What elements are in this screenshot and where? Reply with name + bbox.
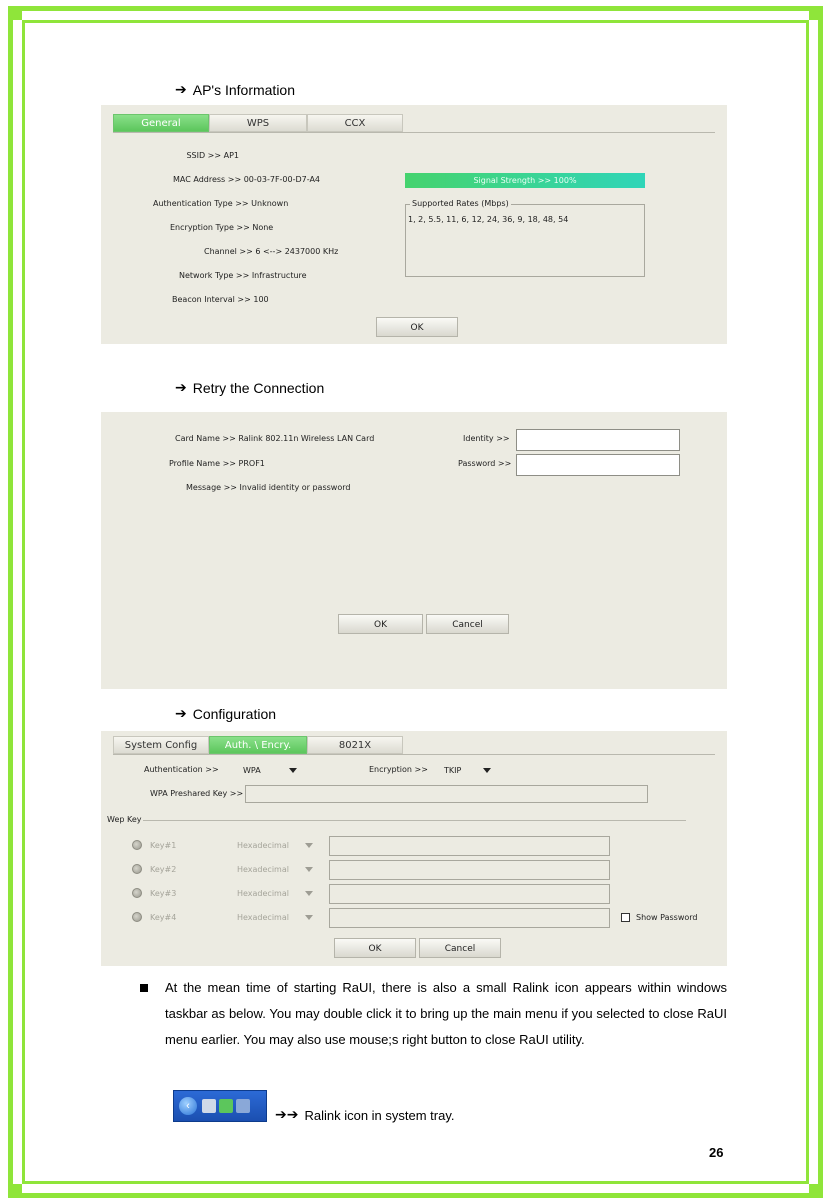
ok-button[interactable]: OK [376,317,458,337]
page-number: 26 [709,1145,724,1160]
supported-rates-box [405,199,645,277]
supported-rates-title: Supported Rates (Mbps) [412,199,509,208]
wpa-key-label: WPA Preshared Key >> [150,789,244,798]
bullet-icon [140,984,148,992]
key3-input[interactable] [329,884,610,904]
double-arrow-icon: ➔➔ [275,1107,299,1123]
password-label: Password >> [458,459,512,468]
authentication-label: Authentication >> [144,765,219,774]
config-heading [175,706,276,722]
profile-name-field: Profile Name >> PROF1 [169,459,265,468]
password-input[interactable] [516,454,680,476]
message-field: Message >> Invalid identity or password [186,483,351,492]
signal-strength-label: Signal Strength >> 100% [473,176,577,185]
retry-heading [175,380,324,396]
ok-button[interactable]: OK [334,938,416,958]
key2-format-select[interactable]: Hexadecimal [237,865,289,874]
border-corner [809,1184,823,1198]
tab-ccx[interactable]: CCX [307,114,403,132]
key2-radio[interactable] [132,864,142,874]
ok-button[interactable]: OK [338,614,423,634]
config-panel [101,731,727,966]
network-icon [236,1099,250,1113]
monitor-icon [202,1099,216,1113]
ap-info-heading [175,82,295,98]
tray-caption-text: Ralink icon in system tray. [304,1107,455,1123]
mac-address-field: MAC Address >> 00-03-7F-00-D7-A4 [173,175,321,184]
card-name-field: Card Name >> Ralink 802.11n Wireless LAN Card [175,434,375,443]
wep-key-divider [143,820,686,821]
system-tray-screenshot [173,1090,267,1122]
body-paragraph: At the mean time of starting RaUI, there is also a small Ralink icon appears within windows taskbar as below. You may double click it to bring up the main menu if you selected to close RaUI menu earlier. You may also use mouse;s right button to close RaUI utility. [165,980,727,1047]
chevron-down-icon[interactable] [289,768,297,773]
show-password-label: Show Password [636,913,698,922]
tab-wps[interactable]: WPS [209,114,307,132]
encryption-select[interactable]: TKIP [444,766,462,775]
ralink-icon [219,1099,233,1113]
beacon-interval-field: Beacon Interval >> 100 [172,295,269,304]
encryption-type-field: Encryption Type >> None [170,223,274,232]
ap-info-panel [101,105,727,344]
key3-format-select[interactable]: Hexadecimal [237,889,289,898]
key3-label: Key#3 [150,889,177,898]
arrow-icon: ➔ [175,82,187,98]
network-type-field: Network Type >> Infrastructure [179,271,307,280]
key1-radio[interactable] [132,840,142,850]
auth-type-field: Authentication Type >> Unknown [153,199,289,208]
key1-format-select[interactable]: Hexadecimal [237,841,289,850]
cancel-button[interactable]: Cancel [419,938,501,958]
key2-input[interactable] [329,860,610,880]
border-corner [8,6,22,20]
authentication-select[interactable]: WPA [243,766,261,775]
tab-divider [113,132,715,133]
ap-info-heading-text: AP's Information [192,82,296,98]
wpa-key-input[interactable] [245,785,648,803]
tray-caption [275,1107,455,1123]
key4-input[interactable] [329,908,610,928]
encryption-label: Encryption >> [369,765,428,774]
supported-rates-value: 1, 2, 5.5, 11, 6, 12, 24, 36, 9, 18, 48, 54 [408,215,569,224]
identity-label: Identity >> [463,434,510,443]
chevron-down-icon[interactable] [305,867,313,872]
ssid-field: SSID >> AP1 [186,151,239,160]
chevron-down-icon[interactable] [305,891,313,896]
key2-label: Key#2 [150,865,177,874]
key3-radio[interactable] [132,888,142,898]
key1-label: Key#1 [150,841,177,850]
key4-radio[interactable] [132,912,142,922]
retry-panel [101,412,727,689]
chevron-left-icon: ‹ [179,1097,197,1115]
show-password-checkbox[interactable] [621,913,630,922]
tab-general[interactable]: General [113,114,209,132]
key4-label: Key#4 [150,913,177,922]
border-corner [8,1184,22,1198]
signal-strength-bar [405,173,645,188]
arrow-icon: ➔ [175,706,187,722]
arrow-icon: ➔ [175,380,187,396]
cancel-button[interactable]: Cancel [426,614,509,634]
channel-field: Channel >> 6 <--> 2437000 KHz [204,247,339,256]
border-corner [809,6,823,20]
chevron-down-icon[interactable] [305,915,313,920]
key4-format-select[interactable]: Hexadecimal [237,913,289,922]
wep-key-label: Wep Key [107,815,142,824]
tab-divider [113,754,715,755]
tab-auth-encry[interactable]: Auth. \ Encry. [209,736,307,754]
tab-system-config[interactable]: System Config [113,736,209,754]
chevron-down-icon[interactable] [483,768,491,773]
config-heading-text: Configuration [192,706,277,722]
ap-tabs [113,114,403,132]
tab-8021x[interactable]: 8021X [307,736,403,754]
key1-input[interactable] [329,836,610,856]
config-tabs [113,736,403,754]
retry-heading-text: Retry the Connection [192,380,325,396]
chevron-down-icon[interactable] [305,843,313,848]
identity-input[interactable] [516,429,680,451]
